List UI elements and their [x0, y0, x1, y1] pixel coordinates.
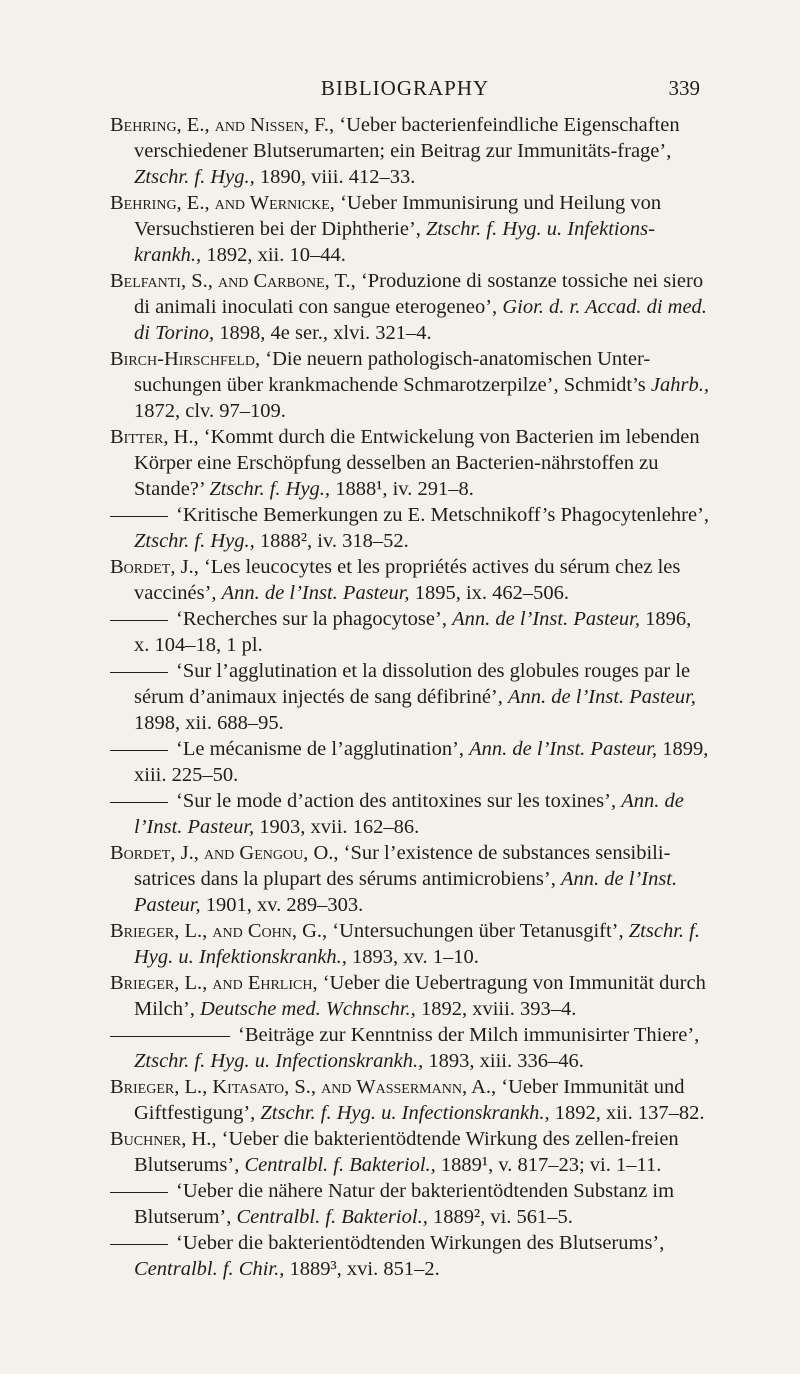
ditto-dash: [110, 620, 168, 621]
entry-details: 1903, xvii. 162–86.: [259, 816, 420, 838]
bibliography-entry: [110, 1178, 710, 1230]
entry-journal: Ztschr. f. Hyg.,: [209, 478, 336, 500]
bibliography-entry: [110, 1230, 710, 1282]
entry-journal: Ztschr. f. Hyg. u. Infectionskrankh.,: [260, 1102, 555, 1124]
entry-title: ‘Ueber die Uebertragung von Immunität durch Milch’,: [134, 972, 706, 1020]
bibliography-entry: [110, 840, 710, 918]
entry-journal: Ann. de l’Inst. Pasteur,: [452, 608, 646, 630]
entry-title: ‘Die neuern pathologisch-anatomischen Unter-suchungen über krankmachende Schmarotzerpilze’, Schmidt’s: [134, 348, 651, 396]
entry-journal: Ztschr. f. Hyg.,: [134, 166, 260, 188]
entry-details: 1889², vi. 561–5.: [432, 1206, 573, 1228]
entry-journal: Ztschr. f. Hyg. u. Infectionskrankh.,: [134, 1050, 429, 1072]
entry-details: 1893, xiii. 336–46.: [428, 1050, 584, 1072]
ditto-dash: [110, 516, 168, 517]
entry-journal: Gior. d. r. Accad. di med. di Torino,: [134, 296, 707, 344]
bibliography-entry: [110, 970, 710, 1022]
entry-details: 1895, ix. 462–506.: [414, 582, 570, 604]
entry-details: 1890, viii. 412–33.: [259, 166, 416, 188]
ditto-dash: [110, 1192, 168, 1193]
entry-journal: Centralbl. f. Bakteriol.,: [236, 1206, 433, 1228]
entry-details: 1889¹, v. 817–23; vi. 1–11.: [440, 1154, 662, 1176]
page-title: BIBLIOGRAPHY: [320, 76, 490, 100]
entry-journal: Ann. de l’Inst. Pasteur,: [221, 582, 415, 604]
ditto-dash: [110, 1244, 168, 1245]
bibliography-entry: [110, 502, 710, 554]
entry-title: ‘Ueber Immunisirung und Heilung von Versuchstieren bei der Diphtherie’,: [134, 192, 662, 240]
entry-title: ‘Sur l’agglutination et la dissolution des globules rouges par le sérum d’animaux injectés de sang défibriné’,: [134, 660, 691, 708]
bibliography-entry: [110, 736, 710, 788]
entry-title: ‘Untersuchungen über Tetanusgift’,: [332, 920, 629, 942]
entry-details: 1899, xiii. 225–50.: [134, 738, 709, 786]
entry-journal: Ann. de l’Inst. Pasteur,: [134, 790, 684, 838]
entry-journal: Ztschr. f. Hyg.,: [134, 530, 260, 552]
ditto-dash: [110, 802, 168, 803]
entry-title: ‘Ueber die bakterientödtende Wirkung des zellen-freien Blutserums’,: [134, 1128, 679, 1176]
entry-author: Brieger, L., Kitasato, S., and Wassermann, A.,: [110, 1076, 502, 1098]
ditto-dash: [110, 750, 168, 751]
entry-title: ‘Ueber die nähere Natur der bakterientödtenden Substanz im Blutserum’,: [134, 1180, 675, 1228]
bibliography-entry: [110, 112, 710, 190]
entry-author: Bordet, J.,: [110, 556, 204, 578]
bibliography-entry: [110, 1126, 710, 1178]
entry-author: Behring, E., and Nissen, F.,: [110, 114, 340, 136]
entry-title: ‘Kritische Bemerkungen zu E. Metschnikoff’s Phagocytenlehre’,: [176, 504, 710, 526]
entry-details: 1888², iv. 318–52.: [259, 530, 409, 552]
entry-author: Brieger, L., and Ehrlich,: [110, 972, 323, 994]
entry-journal: Ann. de l’Inst. Pasteur,: [134, 868, 678, 916]
bibliography-entry: [110, 554, 710, 606]
bibliography-entry: [110, 424, 710, 502]
bibliography-entry: [110, 788, 710, 840]
entry-author: Buchner, H.,: [110, 1128, 222, 1150]
entry-title: ‘Produzione di sostanze tossiche nei siero di animali inoculati con sangue eterogeneo’,: [134, 270, 704, 318]
entry-journal: Ztschr. f. Hyg. u. Infektions-krankh.,: [134, 218, 655, 266]
entry-title: ‘Recherches sur la phagocytose’,: [176, 608, 453, 630]
entry-author: Bitter, H.,: [110, 426, 204, 448]
entry-journal: Deutsche med. Wchnschr.,: [200, 998, 421, 1020]
entry-author: Behring, E., and Wernicke,: [110, 192, 341, 214]
bibliography-entry: [110, 1022, 710, 1074]
entry-details: 1898, xii. 688–95.: [134, 712, 284, 734]
entry-details: 1892, xii. 137–82.: [554, 1102, 705, 1124]
entry-title: ‘Ueber die bakterientödtenden Wirkungen des Blutserums’,: [176, 1232, 665, 1254]
entry-author: Birch-Hirschfeld,: [110, 348, 266, 370]
entry-journal: Ztschr. f. Hyg. u. Infektionskrankh.,: [134, 920, 700, 968]
ditto-dash: [110, 1036, 230, 1037]
entry-details: 1872, clv. 97–109.: [134, 400, 286, 422]
bibliography-entry: [110, 918, 710, 970]
ditto-dash: [110, 672, 168, 673]
entry-details: 1898, 4e ser., xlvi. 321–4.: [219, 322, 432, 344]
entry-title: ‘Sur l’existence de substances sensibili-satrices dans la plupart des sérums antimicrobiens’,: [134, 842, 671, 890]
entry-details: 1889³, xvi. 851–2.: [289, 1258, 440, 1280]
entry-title: ‘Ueber bacterienfeindliche Eigenschaften verschiedener Blutserumarten; ein Beitrag zur Immunitäts-frage’,: [134, 114, 680, 162]
entry-journal: Ann. de l’Inst. Pasteur,: [508, 686, 696, 708]
entry-author: Belfanti, S., and Carbone, T.,: [110, 270, 361, 292]
running-head: [110, 76, 700, 106]
entry-details: 1888¹, iv. 291–8.: [335, 478, 474, 500]
entry-details: 1892, xviii. 393–4.: [420, 998, 577, 1020]
entry-title: ‘Les leucocytes et les propriétés actives du sérum chez les vaccinés’,: [134, 556, 681, 604]
entry-journal: Centralbl. f. Chir.,: [134, 1258, 290, 1280]
bibliography-entry: [110, 190, 710, 268]
entry-author: Bordet, J., and Gengou, O.,: [110, 842, 344, 864]
entry-title: ‘Ueber Immunität und Giftfestigung’,: [134, 1076, 685, 1124]
bibliography-list: [110, 112, 710, 1282]
entry-details: 1892, xii. 10–44.: [206, 244, 346, 266]
bibliography-entry: [110, 346, 710, 424]
entry-details: 1896, x. 104–18, 1 pl.: [134, 608, 692, 656]
entry-author: Brieger, L., and Cohn, G.,: [110, 920, 333, 942]
entry-journal: Jahrb.,: [650, 374, 709, 396]
entry-title: ‘Beiträge zur Kenntniss der Milch immunisirter Thiere’,: [238, 1024, 700, 1046]
entry-title: ‘Kommt durch die Entwickelung von Bacterien im lebenden Körper eine Erschöpfung desselben an Bacterien-nährstoffen zu Stande?’: [134, 426, 700, 500]
entry-journal: Ann. de l’Inst. Pasteur,: [469, 738, 663, 760]
entry-journal: Centralbl. f. Bakteriol.,: [244, 1154, 441, 1176]
bibliography-entry: [110, 606, 710, 658]
bibliography-entry: [110, 1074, 710, 1126]
entry-details: 1901, xv. 289–303.: [205, 894, 364, 916]
entry-title: ‘Sur le mode d’action des antitoxines sur les toxines’,: [176, 790, 622, 812]
bibliography-entry: [110, 268, 710, 346]
entry-title: ‘Le mécanisme de l’agglutination’,: [176, 738, 470, 760]
page-number: 339: [668, 76, 700, 100]
bibliography-entry: [110, 658, 710, 736]
entry-details: 1893, xv. 1–10.: [352, 946, 479, 968]
